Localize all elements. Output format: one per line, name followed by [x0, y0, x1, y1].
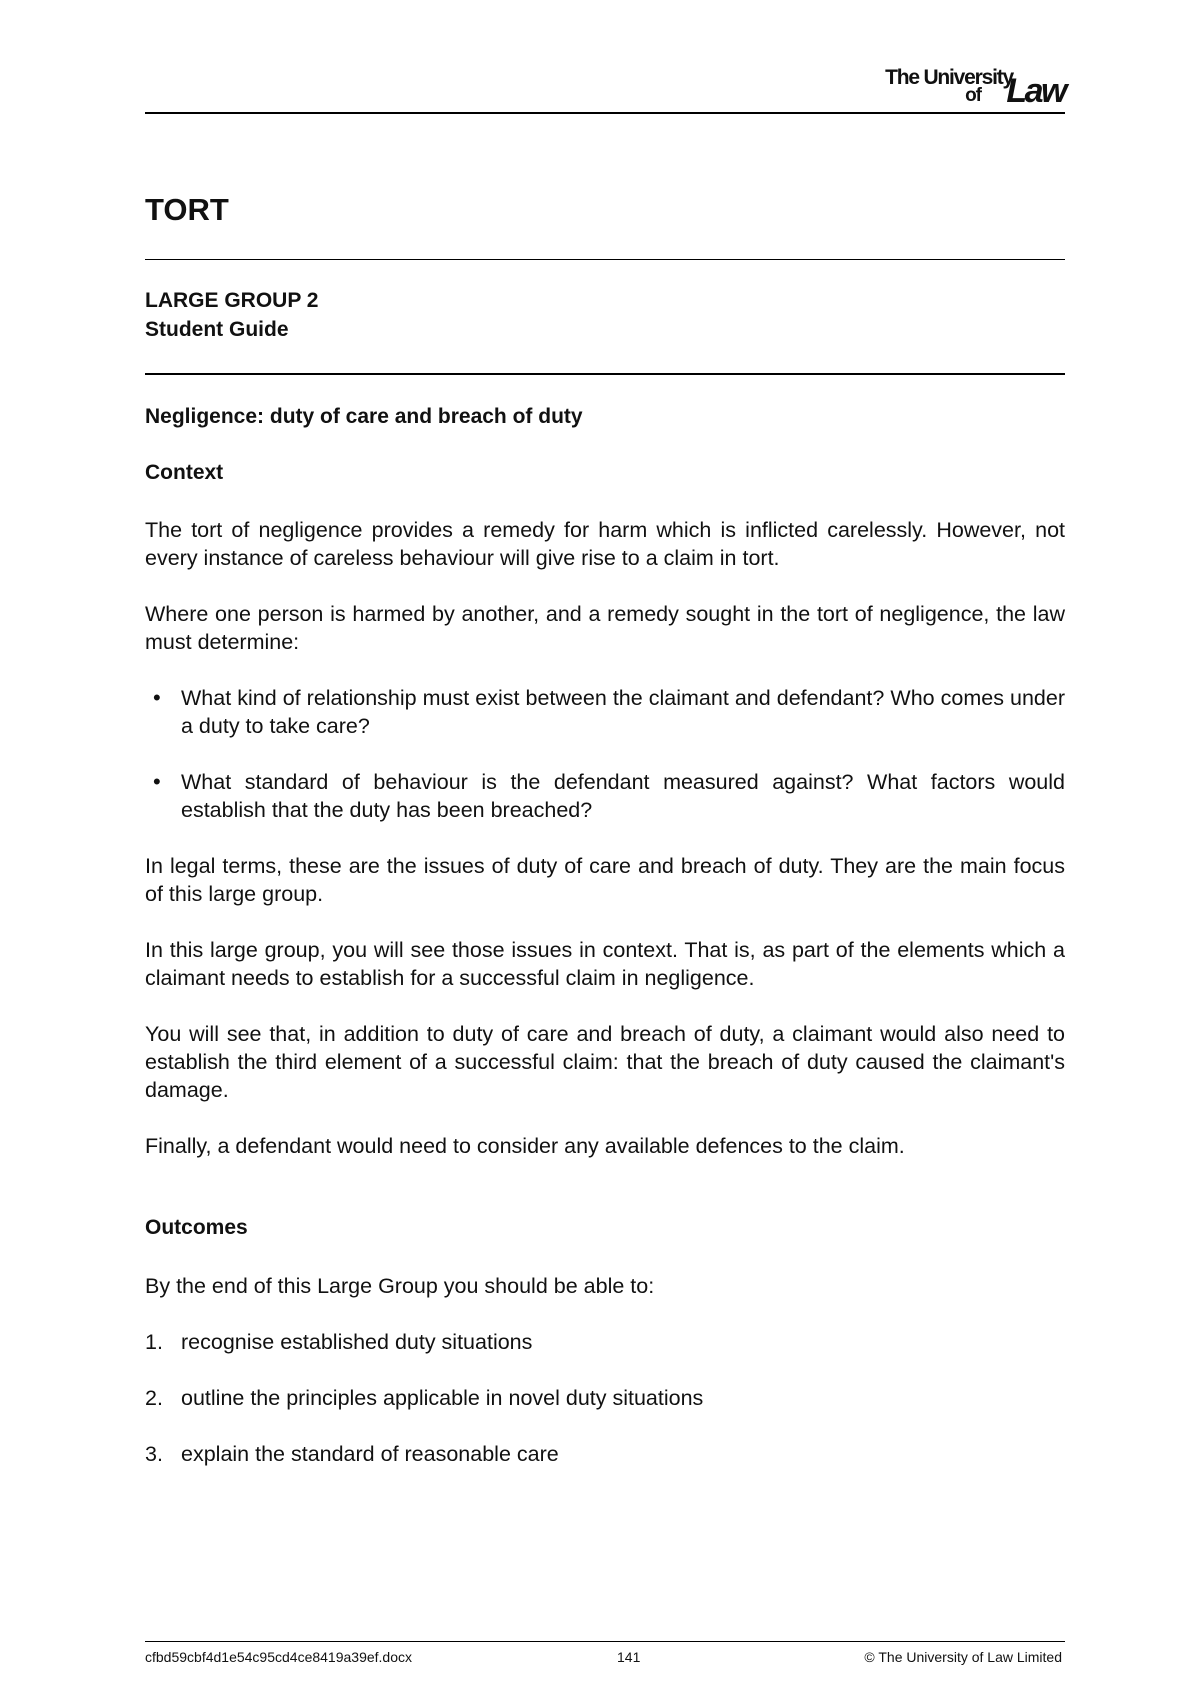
outcomes-heading: Outcomes: [145, 1216, 248, 1239]
context-paragraph-6: Finally, a defendant would need to consider any available defences to the claim.: [145, 1134, 905, 1158]
header-rule: [145, 112, 1065, 114]
footer-filename: cfbd59cbf4d1e54c95cd4ce8419a39ef.docx: [145, 1649, 412, 1665]
group-label: LARGE GROUP 2: [145, 289, 319, 312]
title-rule: [145, 259, 1065, 260]
outcome-text: explain the standard of reasonable care: [181, 1442, 559, 1466]
bullet-text: What standard of behaviour is the defendant measured against? What factors would establish that the duty has been breached?: [181, 770, 1065, 822]
bullet-icon: •: [153, 685, 161, 710]
bullet-icon: •: [153, 769, 161, 794]
bullet-item: [145, 768, 1065, 824]
logo-line-1: The University: [885, 66, 1013, 89]
logo-line-2: of: [965, 85, 981, 106]
context-paragraph-3: In legal terms, these are the issues of duty of care and breach of duty. They are the main focus of this large group.: [145, 854, 1065, 906]
outcome-text: outline the principles applicable in novel duty situations: [181, 1386, 704, 1410]
outcome-item: [145, 1328, 532, 1356]
bullet-text: What kind of relationship must exist between the claimant and defendant? Who comes under a duty to take care?: [181, 686, 1065, 738]
page-title: TORT: [145, 192, 229, 227]
context-paragraph-1: The tort of negligence provides a remedy for harm which is inflicted carelessly. However, not every instance of careless behaviour will give rise to a claim in tort.: [145, 518, 1065, 570]
logo-line-3: Law: [1006, 72, 1065, 110]
footer-page-number: 141: [617, 1649, 641, 1665]
topic-heading: Negligence: duty of care and breach of duty: [145, 405, 583, 428]
bullet-item: [145, 684, 1065, 740]
section-rule: [145, 373, 1065, 375]
outcomes-intro: By the end of this Large Group you should be able to:: [145, 1274, 655, 1298]
outcome-number: 2.: [145, 1386, 163, 1410]
footer-copyright: © The University of Law Limited: [864, 1649, 1062, 1665]
outcome-item: [145, 1384, 703, 1412]
guide-label: Student Guide: [145, 318, 289, 341]
context-paragraph-2: Where one person is harmed by another, and a remedy sought in the tort of negligence, the law must determine:: [145, 602, 1065, 654]
context-paragraph-4: In this large group, you will see those issues in context. That is, as part of the elements which a claimant needs to establish for a successful claim in negligence.: [145, 938, 1065, 990]
outcome-number: 3.: [145, 1442, 163, 1466]
outcome-number: 1.: [145, 1330, 163, 1354]
outcome-text: recognise established duty situations: [181, 1330, 533, 1354]
context-heading: Context: [145, 461, 224, 484]
university-logo: [855, 66, 1065, 110]
outcome-item: [145, 1440, 559, 1468]
context-paragraph-5: You will see that, in addition to duty of care and breach of duty, a claimant would also need to establish the third element of a successful claim: that the breach of duty caused the claimant's damage.: [145, 1022, 1065, 1102]
footer-rule: [145, 1641, 1065, 1642]
